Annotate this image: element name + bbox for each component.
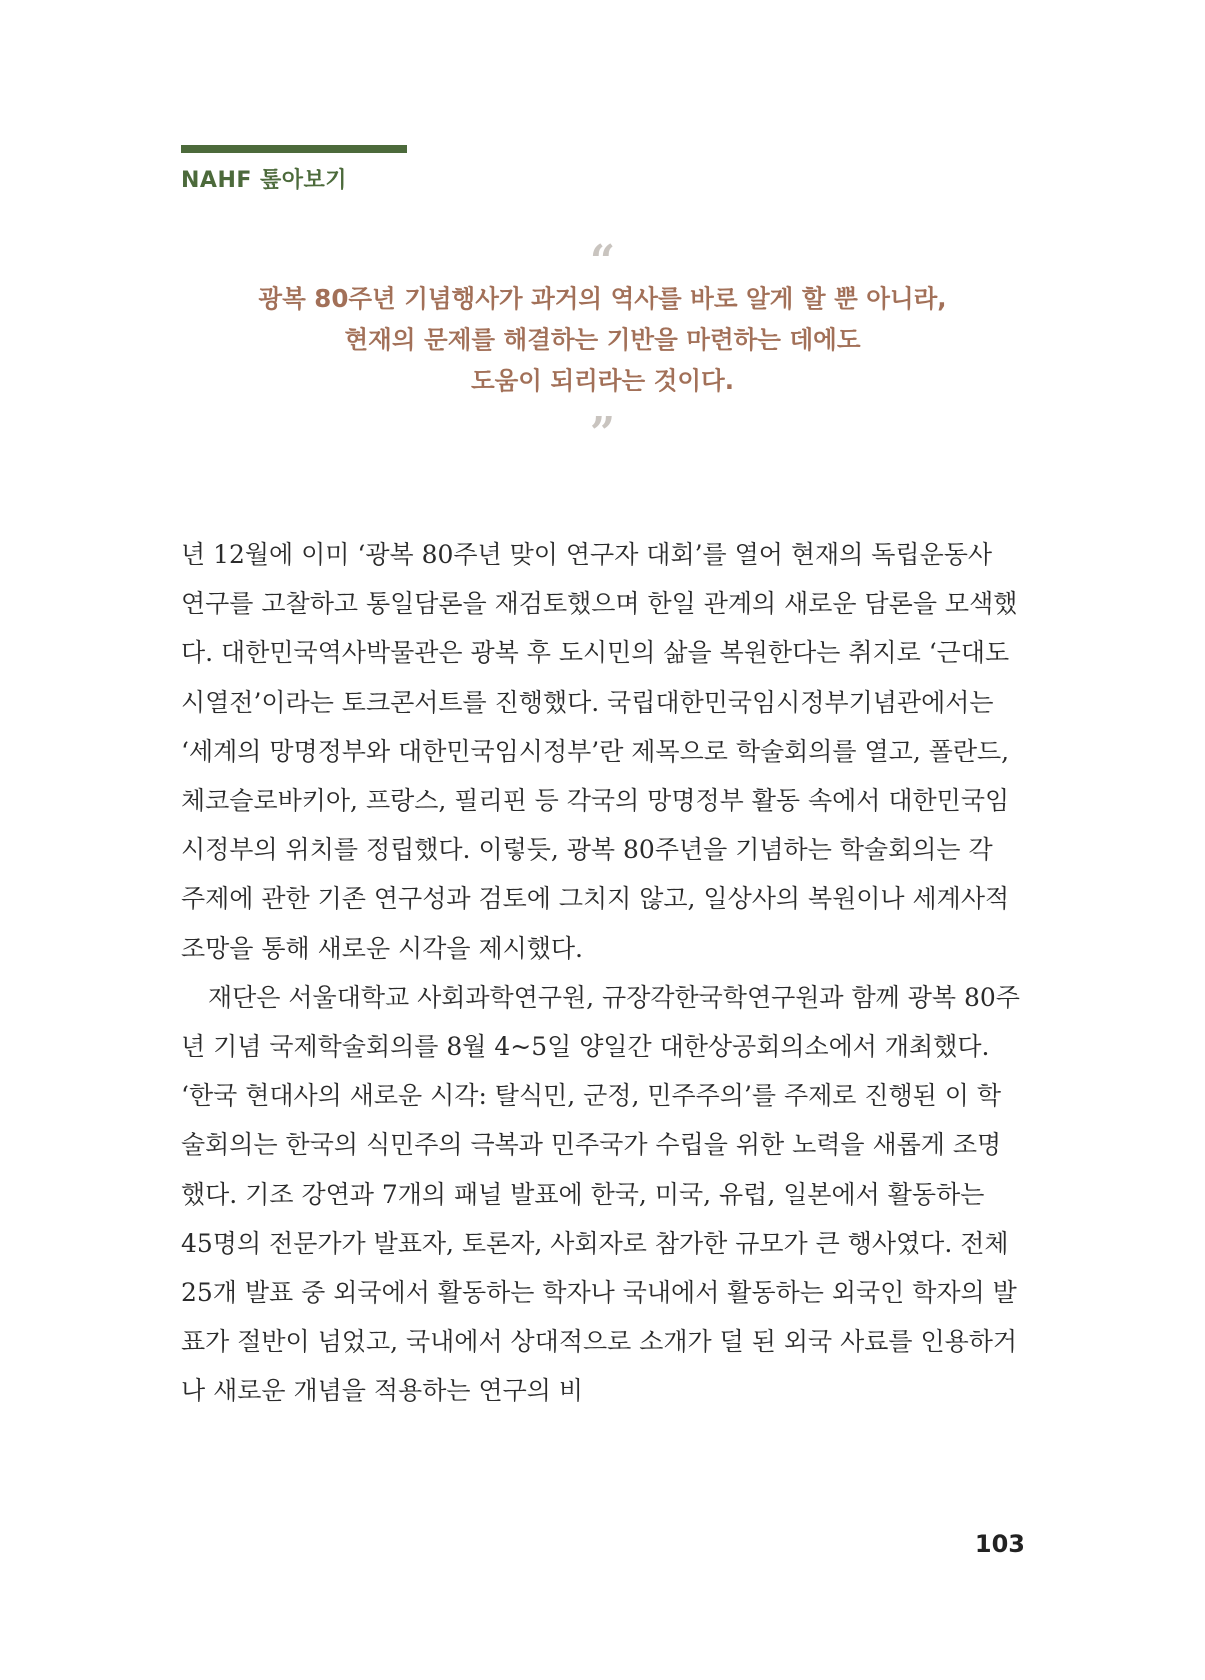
section-rule [181,145,407,153]
open-quote-mark: “ [589,236,616,287]
body-paragraph: 년 12월에 이미 ‘광복 80주년 맞이 연구자 대회’를 열어 현재의 독립운동사 연구를 고찰하고 통일담론을 재검토했으며 한일 관계의 새로운 담론을 모색했다. 대한민국역사박물관은 광복 후 도시민의 삶을 복원한다는 취지로 ‘근대도시열전’이라는 토크콘서트를 진행했다. 국립대한민국임시정부기념관에서는 ‘세계의 망명정부와 대한민국임시정부’란 제목으로 학술회의를 열고, 폴란드, 체코슬로바키아, 프랑스, 필리핀 등 각국의 망명정부 활동 속에서 대한민국임시정부의 위치를 정립했다. 이렇듯, 광복 80주년을 기념하는 학술회의는 각 주제에 관한 기존 연구성과 검토에 그치지 않고, 일상사의 복원이나 세계사적 조망을 통해 새로운 시각을 제시했다. [181,540,1018,963]
page-number: 103 [974,1530,1025,1558]
body-text [181,530,1024,1416]
pull-quote [120,278,1085,401]
close-quote-mark: ” [589,408,616,459]
section-label: NAHF 톺아보기 [181,168,348,193]
pull-quote-line: 현재의 문제를 해결하는 기반을 마련하는 데에도 [344,325,861,354]
pull-quote-line: 도움이 되리라는 것이다. [470,366,735,395]
body-paragraph: 재단은 서울대학교 사회과학연구원, 규장각한국학연구원과 함께 광복 80주년 기념 국제학술회의를 8월 4~5일 양일간 대한상공회의소에서 개최했다. ‘한국 현대사의 새로운 시각: 탈식민, 군정, 민주주의’를 주제로 진행된 이 학술회의는 한국의 식민주의 극복과 민주국가 수립을 위한 노력을 새롭게 조명했다. 기조 강연과 7개의 패널 발표에 한국, 미국, 유럽, 일본에서 활동하는 45명의 전문가가 발표자, 토론자, 사회자로 참가한 규모가 큰 행사였다. 전체 25개 발표 중 외국에서 활동하는 학자나 국내에서 활동하는 외국인 학자의 발표가 절반이 넘었고, 국내에서 상대적으로 소개가 덜 된 외국 사료를 인용하거나 새로운 개념을 적용하는 연구의 비 [181,982,1020,1406]
pull-quote-line: 광복 80주년 기념행사가 과거의 역사를 바로 알게 할 뿐 아니라, [258,284,947,313]
